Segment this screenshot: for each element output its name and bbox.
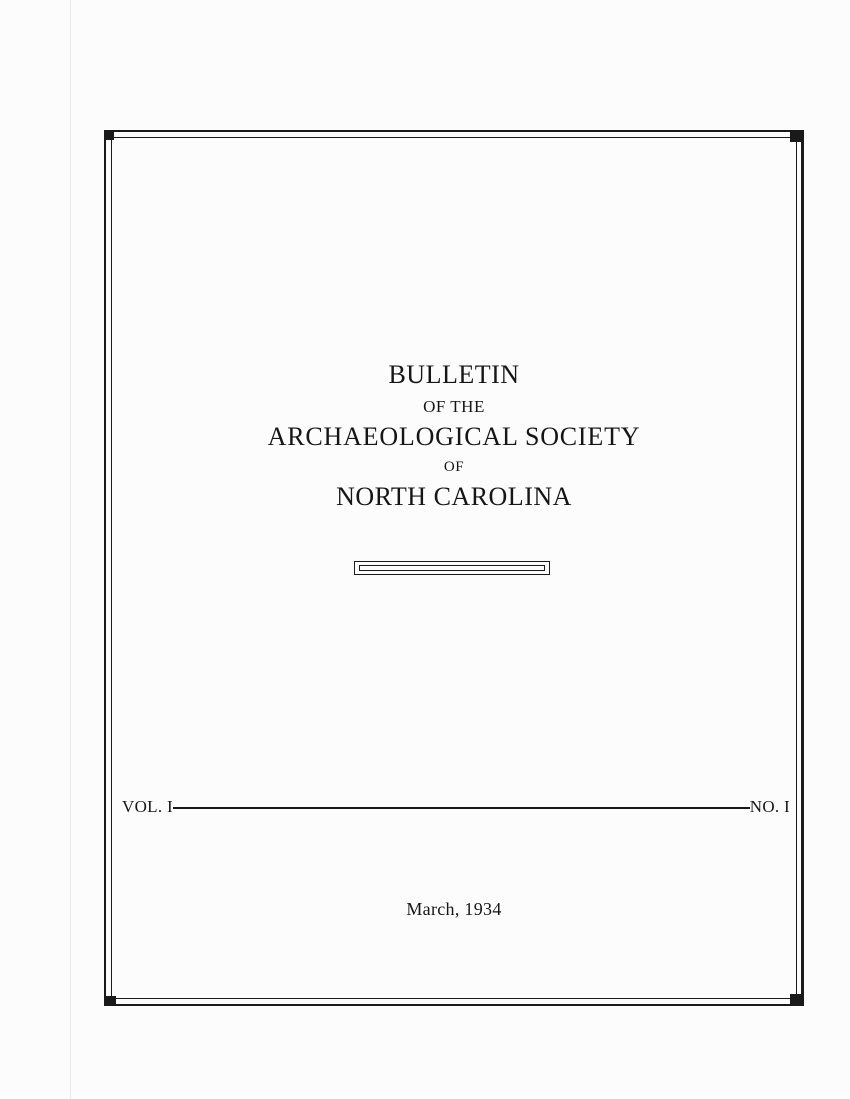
frame-left-rule xyxy=(104,138,106,998)
title-line-of: OF xyxy=(443,459,465,475)
decorative-bar xyxy=(354,561,550,575)
frame-right-inner-rule xyxy=(796,138,797,998)
title-line-of-the: OF THE xyxy=(423,397,485,416)
frame-left-inner-rule xyxy=(111,138,112,998)
volume-label: VOL. I xyxy=(122,797,173,816)
frame-top-rule xyxy=(112,130,796,132)
frame-top-inner-rule xyxy=(112,137,796,138)
title-line-bulletin: BULLETIN xyxy=(388,360,520,389)
page-edge-shadow xyxy=(70,0,71,1099)
volume-rule xyxy=(173,807,750,809)
frame-bottom-rule xyxy=(112,1004,796,1006)
title-line-society: ARCHAEOLOGICAL SOCIETY xyxy=(267,422,641,451)
frame-bottom-inner-rule xyxy=(112,998,796,999)
frame-right-rule xyxy=(801,138,804,998)
volume-number-line xyxy=(122,796,790,818)
decorative-bar-inner xyxy=(359,565,545,571)
title-line-state: NORTH CAROLINA xyxy=(336,482,572,511)
frame-corner-top-left xyxy=(104,130,114,140)
number-label: NO. I xyxy=(749,797,790,816)
frame-corner-bottom-right xyxy=(790,994,804,1006)
bulletin-title xyxy=(104,362,804,510)
frame-corner-bottom-left xyxy=(104,996,116,1006)
issue-date: March, 1934 xyxy=(406,899,502,919)
frame-corner-top-right xyxy=(790,130,804,142)
